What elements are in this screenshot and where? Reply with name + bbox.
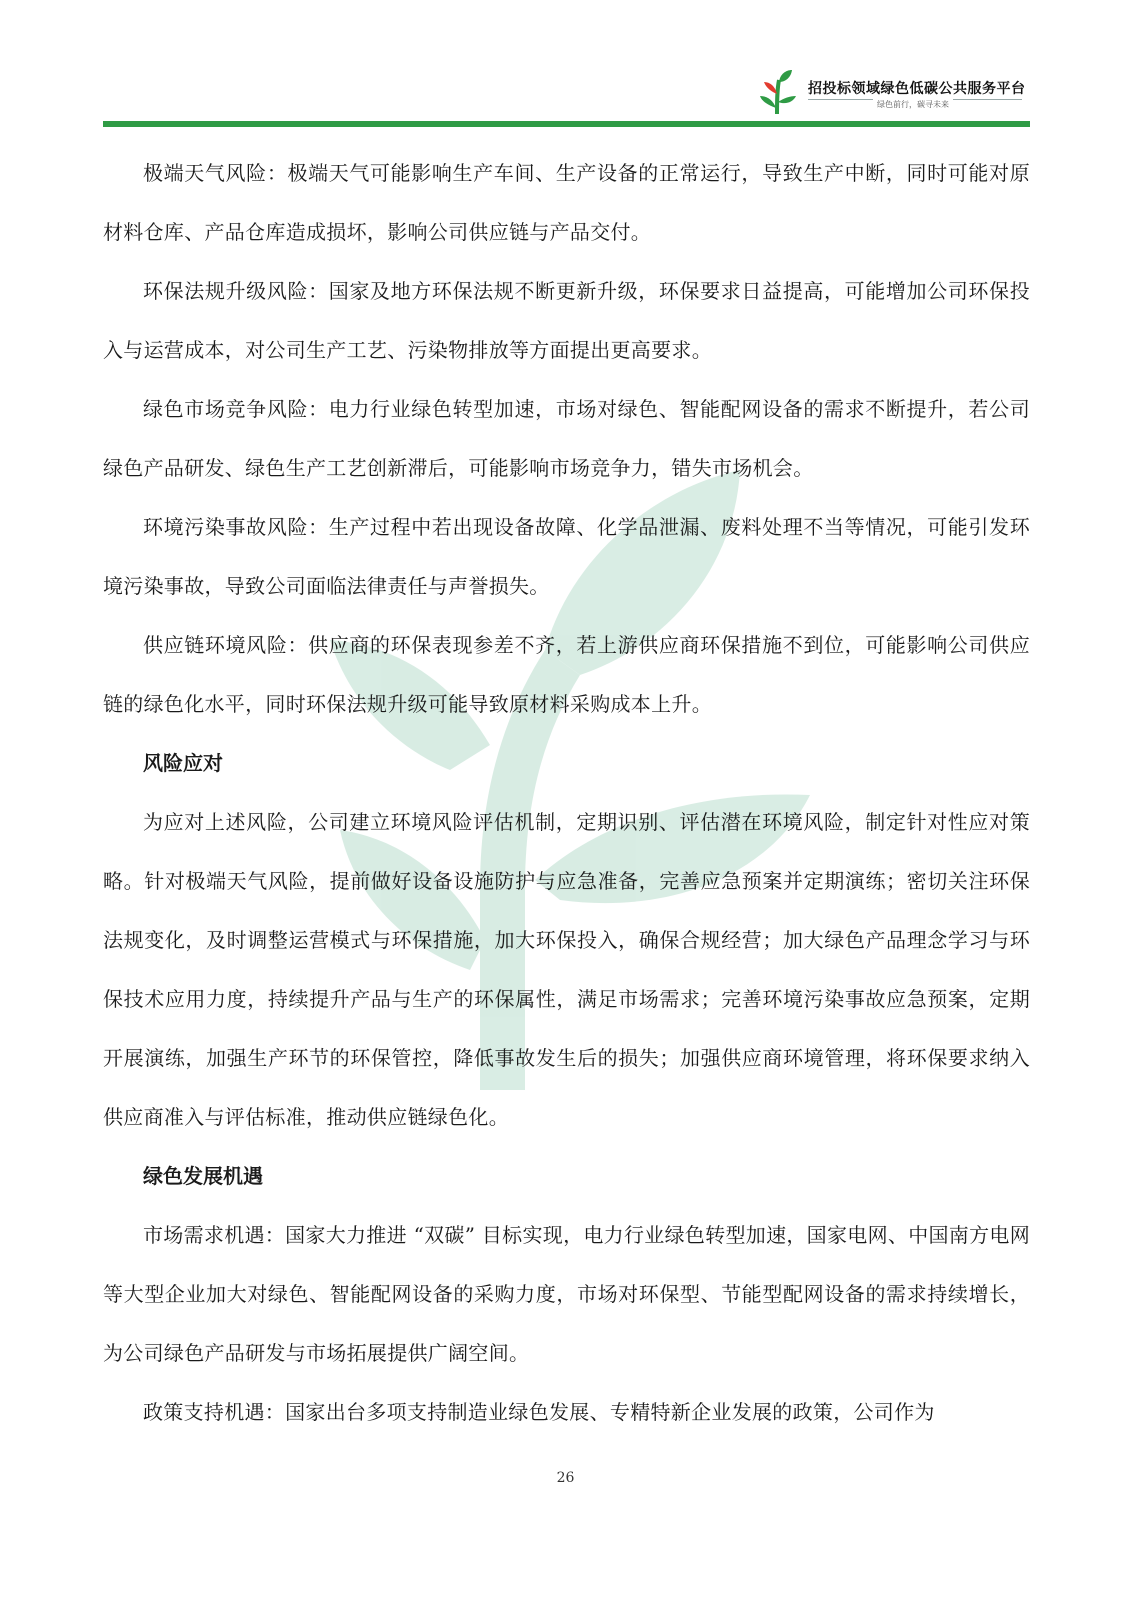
paragraph-risk-response: 为应对上述风险，公司建立环境风险评估机制，定期识别、评估潜在环境风险，制定针对性应对策略。针对极端天气风险，提前做好设备设施防护与应急准备，完善应急预案并定期演练；密切关注环保法规变化，及时调整运营模式与环保措施，加大环保投入，确保合规经营；加大绿色产品理念学习与环保技术应用力度，持续提升产品与生产的环保属性，满足市场需求；完善环境污染事故应急预案，定期开展演练，加强生产环节的环保管控，降低事故发生后的损失；加强供应商环境管理，将环保要求纳入供应商准入与评估标准，推动供应链绿色化。 (103, 810, 1030, 1129)
paragraph-policy-support-opportunity: 政策支持机遇：国家出台多项支持制造业绿色发展、专精特新企业发展的政策，公司作为 (143, 1400, 935, 1424)
page-number: 26 (556, 1470, 575, 1486)
platform-slogan: 绿色前行，碳寻未来 (873, 99, 953, 110)
paragraph-extreme-weather-risk: 极端天气风险：极端天气可能影响生产车间、生产设备的正常运行，导致生产中断，同时可能对原材料仓库、产品仓库造成损坏，影响公司供应链与产品交付。 (103, 161, 1030, 244)
paragraph-pollution-accident-risk: 环境污染事故风险：生产过程中若出现设备故障、化学品泄漏、废料处理不当等情况，可能引发环境污染事故，导致公司面临法律责任与声誉损失。 (103, 515, 1030, 598)
paragraph-market-demand-opportunity: 市场需求机遇：国家大力推进 “双碳” 目标实现，电力行业绿色转型加速，国家电网、中国南方电网等大型企业加大对绿色、智能配网设备的采购力度，市场对环保型、节能型配网设备的需求持续增长，为公司绿色产品研发与市场拓展提供广阔空间。 (103, 1223, 1030, 1365)
heading-green-opportunities: 绿色发展机遇 (143, 1164, 263, 1188)
page-header (0, 0, 1131, 132)
paragraph-regulation-risk: 环保法规升级风险：国家及地方环保法规不断更新升级，环保要求日益提高，可能增加公司环保投入与运营成本，对公司生产工艺、污染物排放等方面提出更高要求。 (103, 279, 1030, 362)
header-rule (103, 121, 1030, 127)
page-body (103, 144, 1030, 1442)
heading-risk-response: 风险应对 (143, 751, 223, 775)
paragraph-supply-chain-risk: 供应链环境风险：供应商的环保表现参差不齐，若上游供应商环保措施不到位，可能影响公司供应链的绿色化水平，同时环保法规升级可能导致原材料采购成本上升。 (103, 633, 1030, 716)
paragraph-market-competition-risk: 绿色市场竞争风险：电力行业绿色转型加速，市场对绿色、智能配网设备的需求不断提升，若公司绿色产品研发、绿色生产工艺创新滞后，可能影响市场竞争力，错失市场机会。 (103, 397, 1030, 480)
sprout-logo-icon (758, 68, 798, 116)
platform-name: 招投标领域绿色低碳公共服务平台 (808, 81, 1026, 97)
